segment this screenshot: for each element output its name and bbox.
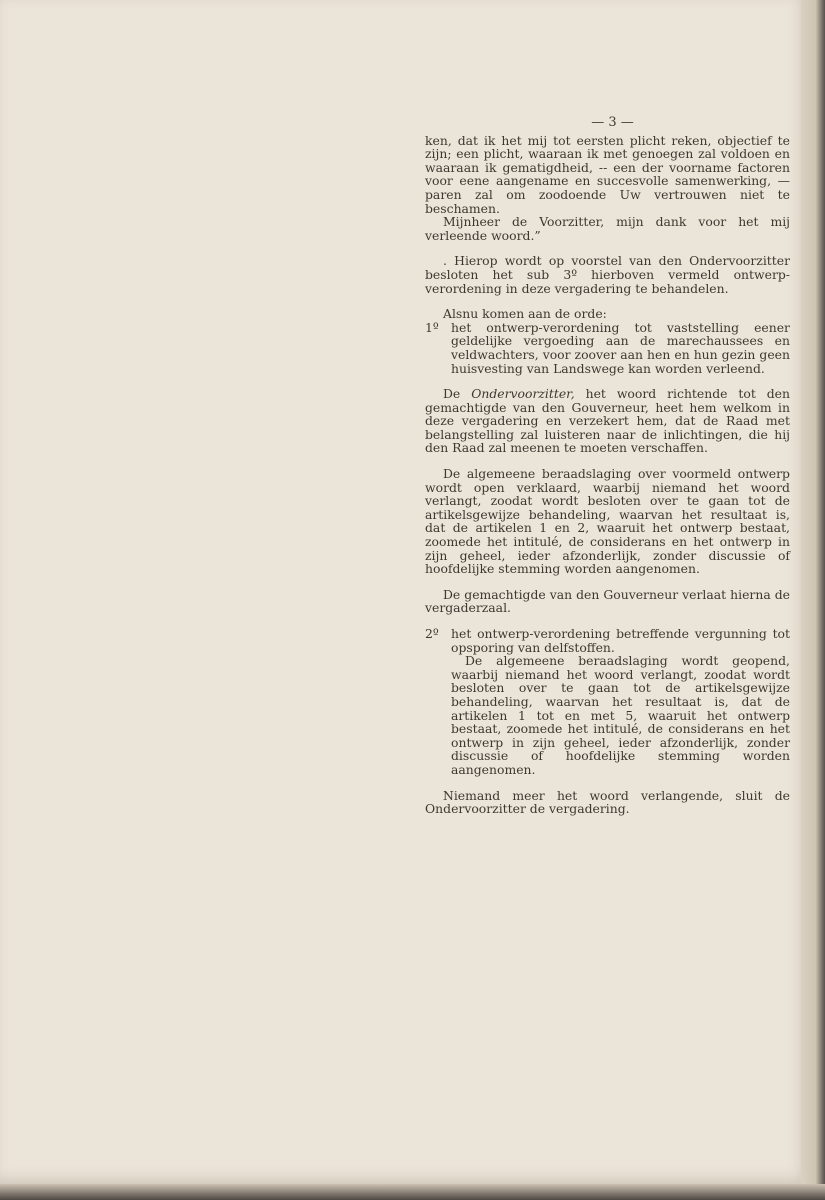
agenda-item-2-text: het ontwerp-verordening betreffende vergunning tot opsporing van delfstoffen. (451, 626, 790, 655)
agenda-item-2-deliberation: De algemeene beraadslaging wordt geopend, waarbij niemand het woord verlangt, zoodat wordt besloten over te gaan tot de artikelsgewijze behandeling, waarvan het resultaat is, dat de artikelen 1 tot en met 5, waaruit het ontwerp bestaat, zoomede het intitulé, de considerans en het ontwerp in zijn geheel, ieder afzonderlijk, zonder discussie of hoofdelijke stemming worden aangenomen. (451, 653, 790, 777)
agenda-item-1-text: het ontwerp-verordening tot vaststelling eener geldelijke vergoeding aan de marechaussees en veldwachters, voor zoover aan hen en hun gezin geen huisvesting van Landswege kan worden verleend. (451, 319, 790, 376)
paragraph-continued-speech: ken, dat ik het mij tot eersten plicht reken, objectief te zijn; een plicht, waaraan ik met genoegen zal voldoen en waaraan ik gematigdheid, -- een der voorname factoren voor eene aangename en succesvolle samenwerking, — paren zal om zoodoende Uw vertrouwen niet te beschamen. (425, 132, 790, 216)
paragraph-agenda-intro: Alsnu komen aan de orde: (443, 306, 607, 322)
welcome-prefix: De (443, 386, 461, 402)
paragraph-closing: Niemand meer het woord verlangende, sluit de Ondervoorzitter de vergadering. (425, 787, 790, 817)
paragraph-decision: . Hierop wordt op voorstel van den Ondervoorzitter besloten het sub 3º hierboven vermeld ontwerp-verordening in deze vergadering te behandelen. (425, 253, 790, 296)
paragraph-welcome (425, 387, 790, 455)
welcome-rest: het woord richtende tot den gemachtigde van den Gouverneur, heet hem welkom in deze vergadering en verzekert hem, dat de Raad met belangstelling zal luisteren naar de inlichtingen, die hij den Raad zal meenen te moeten verschaffen. (425, 386, 790, 456)
page-number: — 3 — (591, 115, 634, 130)
text-column (425, 116, 790, 816)
agenda-item-2-number: 2º (425, 626, 439, 641)
paragraph-leaves-room: De gemachtigde van den Gouverneur verlaat hierna de vergaderzaal. (425, 586, 790, 616)
agenda-item-2 (425, 627, 790, 777)
welcome-speaker: Ondervoorzitter, (471, 386, 575, 402)
paragraph-deliberation-1: De algemeene beraadslaging over voormeld ontwerp wordt open verklaard, waarbij niemand het woord verlangt, zoodat wordt besloten over te gaan tot de artikelsgewijze behandeling, waarvan het resultaat is, dat de artikelen 1 en 2, waaruit het ontwerp bestaat, zoomede het intitulé, de considerans en het ontwerp in zijn geheel, ieder afzonderlijk, zonder discussie of hoofdelijke stemming worden aangenomen. (425, 466, 790, 577)
page-fold-edge (801, 0, 825, 1200)
page-bottom-edge (0, 1184, 825, 1200)
agenda-item-1-number: 1º (425, 319, 439, 335)
agenda-item-1 (425, 321, 790, 375)
paragraph-thanks: Mijnheer de Voorzitter, mijn dank voor het mij verleende woord.” (425, 214, 790, 243)
